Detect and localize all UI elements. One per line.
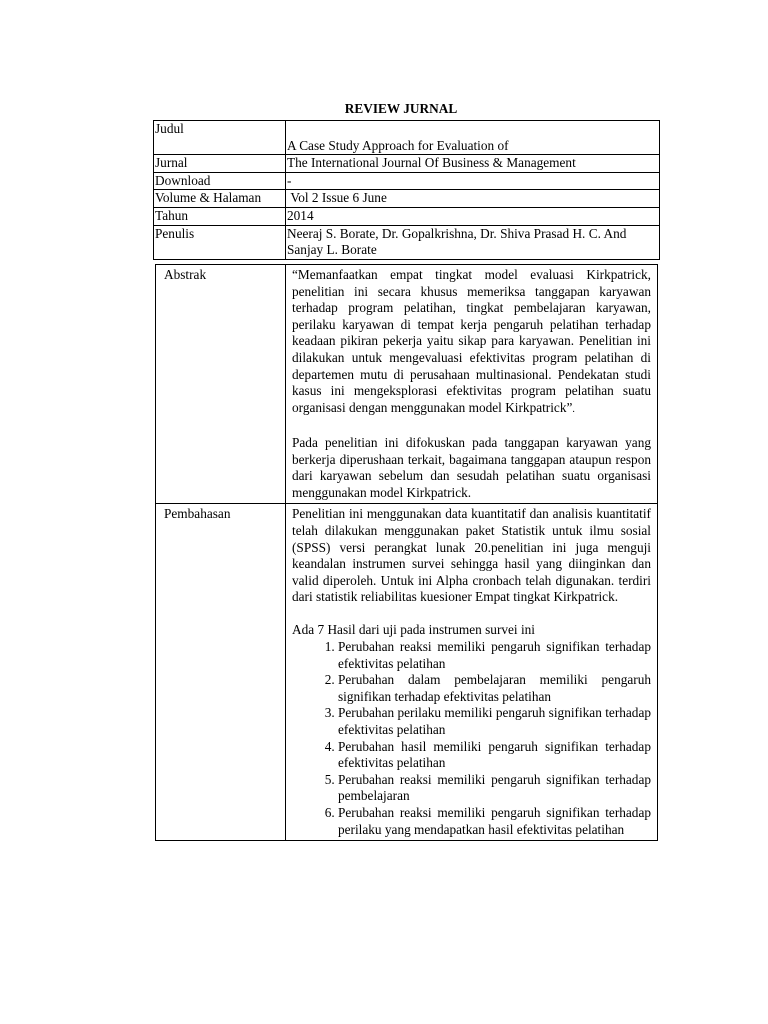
label-download: Download bbox=[154, 172, 286, 190]
table-row bbox=[154, 121, 660, 155]
results-intro: Ada 7 Hasil dari uji pada instrumen survei ini bbox=[292, 622, 535, 638]
label-penulis: Penulis bbox=[154, 225, 286, 259]
value-judul bbox=[286, 121, 660, 155]
label-judul: Judul bbox=[154, 121, 286, 155]
label-jurnal: Jurnal bbox=[154, 155, 286, 173]
table-row bbox=[154, 225, 660, 259]
journal-info-table bbox=[153, 120, 660, 260]
abstrak-paragraph-1 bbox=[292, 267, 651, 418]
label-tahun: Tahun bbox=[154, 207, 286, 225]
table-row bbox=[154, 155, 660, 173]
table-row bbox=[154, 207, 660, 225]
label-abstrak: Abstrak bbox=[156, 265, 286, 504]
pembahasan-paragraph-1: Penelitian ini menggunakan data kuantitatif dan analisis kuantitatif telah dilakukan menggunakan paket Statistik untuk ilmu sosial (SPSS) versi perangkat lunak 20.penelitian ini juga menguji keandalan instrumen survei sehingga hasil yang diinginkan dan valid diperoleh. Untuk ini Alpha cronbach telah digunakan. terdiri dari statistik reliabilitas kuesioner Empat tingkat Kirkpatrick. bbox=[292, 506, 651, 605]
list-item: 4. Perubahan hasil memiliki pengaruh signifikan terhadap efektivitas pelatihan bbox=[338, 739, 651, 772]
list-item: 3. Perubahan perilaku memiliki pengaruh signifikan terhadap efektivitas pelatihan bbox=[338, 705, 651, 738]
list-item: 5. Perubahan reaksi memiliki pengaruh signifikan terhadap pembelajaran bbox=[338, 772, 651, 805]
abstrak-content bbox=[286, 265, 658, 504]
document-title: REVIEW JURNAL bbox=[344, 101, 458, 116]
list-item: 2. Perubahan dalam pembelajaran memiliki pengaruh signifikan terhadap efektivitas pelatihan bbox=[338, 672, 651, 705]
pembahasan-content bbox=[286, 504, 658, 841]
review-content-table bbox=[155, 264, 658, 841]
value-volume bbox=[286, 190, 660, 208]
table-row bbox=[154, 190, 660, 208]
table-row bbox=[154, 172, 660, 190]
judul-text: A Case Study Approach for Evaluation of bbox=[287, 137, 509, 153]
volume-text: Vol 2 Issue 6 June bbox=[290, 190, 387, 206]
value-download: - bbox=[286, 172, 660, 190]
value-jurnal: The International Journal Of Business & Management bbox=[286, 155, 660, 173]
label-volume: Volume & Halaman bbox=[154, 190, 286, 208]
pembahasan-row bbox=[156, 504, 658, 841]
list-item: 1. Perubahan reaksi memiliki pengaruh signifikan terhadap efektivitas pelatihan bbox=[338, 639, 651, 672]
list-item: 6. Perubahan reaksi memiliki pengaruh signifikan terhadap perilaku yang mendapatkan hasil efektivitas pelatihan bbox=[338, 805, 651, 838]
abstrak-paragraph-2: Pada penelitian ini difokuskan pada tanggapan karyawan yang berkerja diperushaan terkait, bagaimana tanggapan ataupun respon dari karyawan sebelum dan sesudah pelatihan suatu organisasi menggunakan model Kirkpatrick. bbox=[292, 434, 651, 500]
abstrak-row bbox=[156, 265, 658, 504]
label-pembahasan: Pembahasan bbox=[156, 504, 286, 841]
results-list bbox=[292, 639, 651, 838]
value-penulis: Neeraj S. Borate, Dr. Gopalkrishna, Dr. Shiva Prasad H. C. And Sanjay L. Borate bbox=[286, 225, 660, 259]
value-tahun: 2014 bbox=[286, 207, 660, 225]
abstrak-paragraph-1-end: . bbox=[572, 403, 575, 415]
abstrak-paragraph-1-text: “Memanfaatkan empat tingkat model evaluasi Kirkpatrick, penelitian ini secara khusus memeriksa tanggapan karyawan terhadap program pelatihan, tingkat pembelajaran karyawan, perilaku karyawan di tempat kerja pengaruh pelatihan terhadap keadaan pikiran pekerja yaitu sikap para karyawan. Penelitian ini dilakukan untuk mengevaluasi efektivitas program pelatihan di departemen mutu di perusahaan multinasional. Pendekatan studi kasus ini mengeksplorasi efektivitas program pelatihan suatu organisasi dengan menggunakan model Kirkpatrick” bbox=[292, 267, 651, 415]
